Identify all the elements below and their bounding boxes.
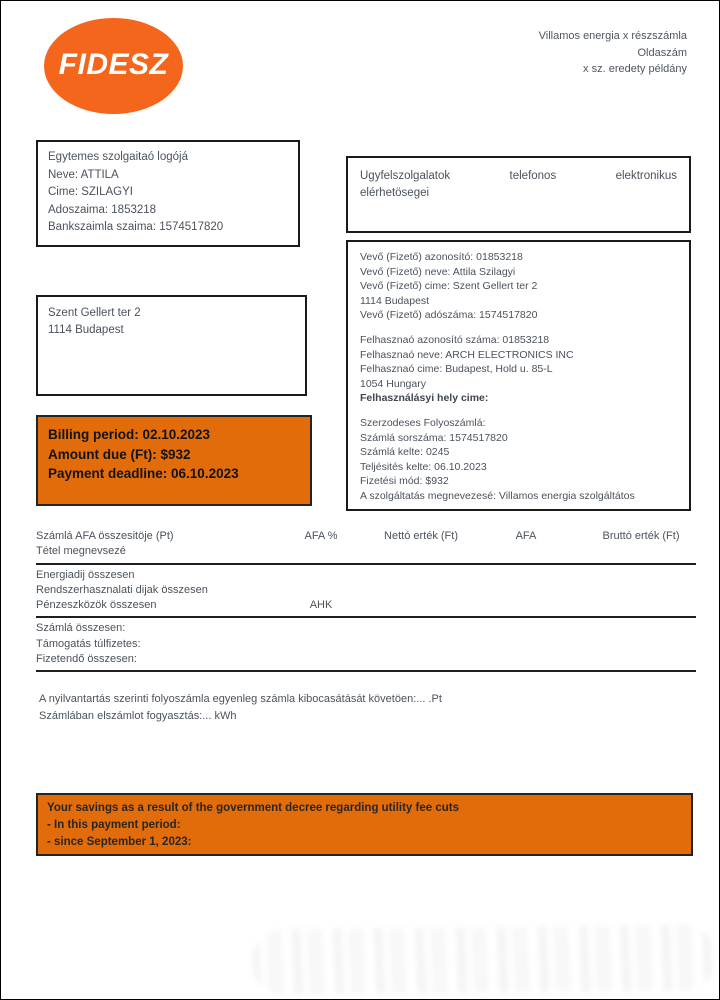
buyer-id-line: Vevő (Fizető) azonosító: 01853218 [360, 251, 523, 263]
account-balance-note: A nyilvantartás szerinti folyoszámla egyenleg számla kibocasátását követöen:... .Pt [39, 693, 442, 705]
billing-period-line: Billing period: 02.10.2023 [48, 427, 211, 442]
service-word: elektronikus [615, 170, 677, 182]
provider-name-line: Neve: ATTILA [48, 168, 119, 181]
user-country-line: 1054 Hungary [360, 377, 426, 390]
customer-service-box [346, 156, 691, 233]
col-header-summary: Számlá AFA összesitöje (Pt) [36, 530, 174, 542]
col-header-gross: Bruttó erték (Ft) [602, 530, 680, 542]
savings-since-line: - since September 1, 2023: [47, 836, 192, 848]
amount-due-line: Amount due (Ft): $932 [48, 446, 191, 462]
contract-account-line: Szerzodeses Folyoszámlá: [360, 416, 486, 429]
provider-taxid-line: Adoszaima: 1853218 [48, 203, 157, 216]
row-label: Energiadij összesen [36, 568, 135, 581]
service-word: Ugyfelszolgalatok [360, 170, 451, 182]
invoice-date-line: Számlá kelte: 0245 [360, 446, 450, 459]
buyer-city-line: 1114 Budapest [360, 294, 430, 307]
service-name-line: A szolgáltatás megnevezesé: Villamos energia szolgáltátos [360, 489, 635, 502]
customer-service-line1 [360, 168, 677, 185]
total-row-invoice-total: Számlá összesen: [36, 622, 126, 635]
col-header-vat: AFA [515, 530, 537, 542]
buyer-taxid-line: Vevő (Fizető) adószáma: 1574517820 [360, 309, 538, 322]
savings-title-line: Your savings as a result of the government decree regarding utility fee cuts [47, 802, 459, 814]
balance-notes [39, 691, 442, 724]
payment-method-line: Fizetési mód: $932 [360, 475, 449, 488]
buyer-details-group [360, 250, 677, 323]
table-rule [36, 616, 696, 618]
document-page-label: Oldaszám [637, 46, 687, 59]
billing-summary-box [36, 415, 312, 506]
provider-logo-line: Egytemes szolgaitaó logójá [48, 151, 188, 163]
address-city-line: 1114 Budapest [48, 324, 124, 336]
table-row [36, 583, 696, 598]
user-name-line: Felhasznaó neve: ARCH ELECTRONICS INC [360, 348, 574, 361]
row-vat-pct [266, 568, 376, 583]
col-header-vat-pct: AFA % [304, 530, 338, 542]
document-title-block [539, 28, 687, 78]
col-header-net: Nettó erték (Ft) [384, 530, 458, 542]
savings-box [36, 793, 693, 856]
account-details-box [346, 240, 691, 511]
table-subheader: Tétel megnevsezé [36, 545, 126, 558]
invoice-number-line: Számlá sorszáma: 1574517820 [360, 431, 508, 444]
customer-service-line2: elérhetösegei [360, 187, 430, 199]
buyer-address-line: Vevő (Fizető) cime: Szent Gellert ter 2 [360, 280, 538, 293]
row-vat-pct [266, 583, 376, 598]
document-copy-label: x sz. eredety példány [583, 63, 687, 75]
fidesz-logo-text: FIDESZ [58, 48, 169, 81]
user-id-line: Felhasznaó azonosító száma: 01853218 [360, 333, 550, 346]
service-word: telefonos [509, 170, 557, 182]
fulfillment-date-line: Teljésités kelte: 06.10.2023 [360, 460, 487, 473]
fidesz-logo [44, 18, 183, 114]
table-row [36, 568, 696, 583]
row-label: Rendszerhasznalati dijak összesen [36, 583, 208, 596]
row-label: Pénzeszközök összesen [36, 599, 157, 612]
mailing-address-box [36, 295, 307, 396]
provider-address-line: Cime: SZILAGYI [48, 186, 133, 198]
contract-details-group [360, 416, 677, 504]
provider-bank-line: Bankszaimla szaima: 1574517820 [48, 221, 224, 233]
total-row-payable: Fizetendő összesen: [36, 653, 137, 666]
savings-period-line: - In this payment period: [47, 819, 181, 831]
consumption-note: Számlában elszámlot fogyasztás:... kWh [39, 709, 237, 722]
table-row [36, 598, 696, 613]
user-address-line: Felhasznaó cime: Budapest, Hold u. 85-L [360, 363, 553, 376]
row-vat-pct: AHK [309, 599, 333, 612]
payment-deadline-line: Payment deadline: 06.10.2023 [48, 466, 239, 481]
total-row-support-overpay: Támogatás túlfizetes: [36, 637, 141, 650]
usage-place-label: Felhasználásyi hely cime: [360, 392, 489, 405]
vat-summary-table [36, 529, 696, 675]
user-details-group [360, 333, 677, 406]
table-rule [36, 563, 696, 565]
buyer-name-line: Vevő (Fizető) neve: Attila Szilagyi [360, 265, 516, 278]
provider-info-box [36, 140, 300, 247]
table-rule [36, 670, 696, 672]
table-header-row [36, 529, 696, 544]
watermark-ghost-text [253, 925, 716, 996]
document-title-line: Villamos energia x részszámla [538, 30, 687, 42]
address-street-line: Szent Gellert ter 2 [48, 307, 141, 319]
